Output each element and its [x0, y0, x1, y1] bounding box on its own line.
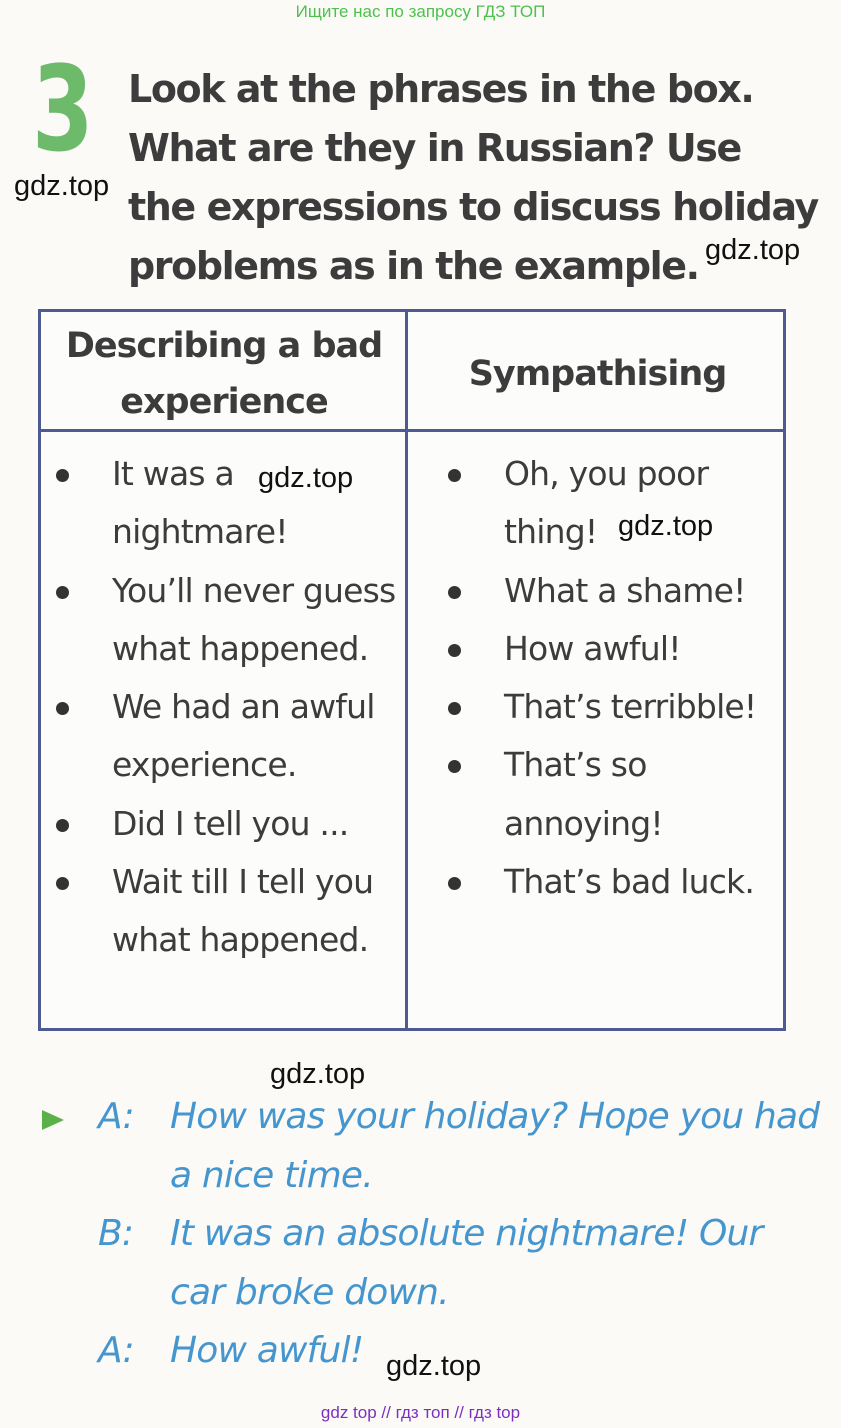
list-item	[434, 678, 784, 736]
speaker-label: A:	[98, 1330, 134, 1371]
dialogue-text: How awful!	[170, 1330, 364, 1371]
list-item	[434, 853, 784, 911]
table-header-sympathising: Sympathising	[468, 354, 727, 394]
exercise-number: 3	[32, 40, 94, 178]
phrase-text: Wait till I tell you what happened.	[112, 862, 374, 960]
bullet-icon	[448, 877, 461, 890]
watermark: gdz.top	[618, 510, 714, 542]
top-banner: Ищите нас по запросу ГДЗ ТОП	[295, 2, 546, 21]
watermark: gdz.top	[14, 170, 110, 202]
bullet-icon	[448, 760, 461, 773]
bullet-icon	[448, 644, 461, 657]
bullet-icon	[56, 469, 69, 482]
example-dialogue	[42, 1088, 822, 1381]
speaker-label: B:	[98, 1213, 134, 1254]
phrase-text: How awful!	[504, 628, 681, 668]
phrase-text: It was a nightmare!	[112, 454, 288, 552]
phrase-text: That’s bad luck.	[504, 862, 755, 902]
table-column-divider	[405, 309, 408, 1031]
exercise-instruction: Look at the phrases in the box. What are they in Russian? Use the expressions to discuss holiday problems as in the example.	[128, 67, 818, 288]
phrase-text: That’s terribble!	[504, 687, 757, 727]
list-item	[434, 736, 784, 853]
list-item	[434, 562, 784, 620]
bullet-icon	[56, 586, 69, 599]
dialogue-line	[42, 1088, 822, 1205]
watermark: gdz.top	[705, 234, 801, 266]
list-item	[42, 562, 402, 679]
bullet-icon	[56, 819, 69, 832]
speaker-label: A:	[98, 1096, 134, 1137]
bullet-icon	[448, 586, 461, 599]
dialogue-text: How was your holiday? Hope you had a nice time.	[170, 1096, 820, 1196]
sympathising-phrases-list	[434, 445, 784, 911]
dialogue-line	[42, 1205, 822, 1322]
phrase-text: We had an awful experience.	[112, 687, 375, 785]
describing-phrases-list	[42, 445, 402, 970]
bullet-icon	[56, 877, 69, 890]
phrase-text: That’s so annoying!	[504, 745, 663, 843]
phrase-text: What a shame!	[504, 570, 746, 610]
watermark: gdz.top	[270, 1058, 366, 1090]
list-item	[42, 678, 402, 795]
dialogue-text: It was an absolute nightmare! Our car broke down.	[170, 1213, 763, 1313]
bullet-icon	[448, 469, 461, 482]
play-triangle-icon[interactable]	[42, 1088, 98, 1205]
watermark: gdz.top	[386, 1350, 482, 1382]
list-item	[42, 853, 402, 970]
table-header-describing: Describing a bad experience	[65, 326, 383, 422]
watermark: gdz.top	[258, 462, 354, 494]
bullet-icon	[56, 702, 69, 715]
footer-credits: gdz top // гдз топ // гдз top	[320, 1403, 521, 1422]
list-item	[434, 620, 784, 678]
phrase-text: Did I tell you ...	[112, 803, 349, 843]
phrase-text: You’ll never guess what happened.	[112, 570, 396, 668]
bullet-icon	[448, 702, 461, 715]
list-item	[42, 795, 402, 853]
list-item	[434, 445, 784, 562]
phrase-text: Oh, you poor thing!	[504, 454, 709, 552]
